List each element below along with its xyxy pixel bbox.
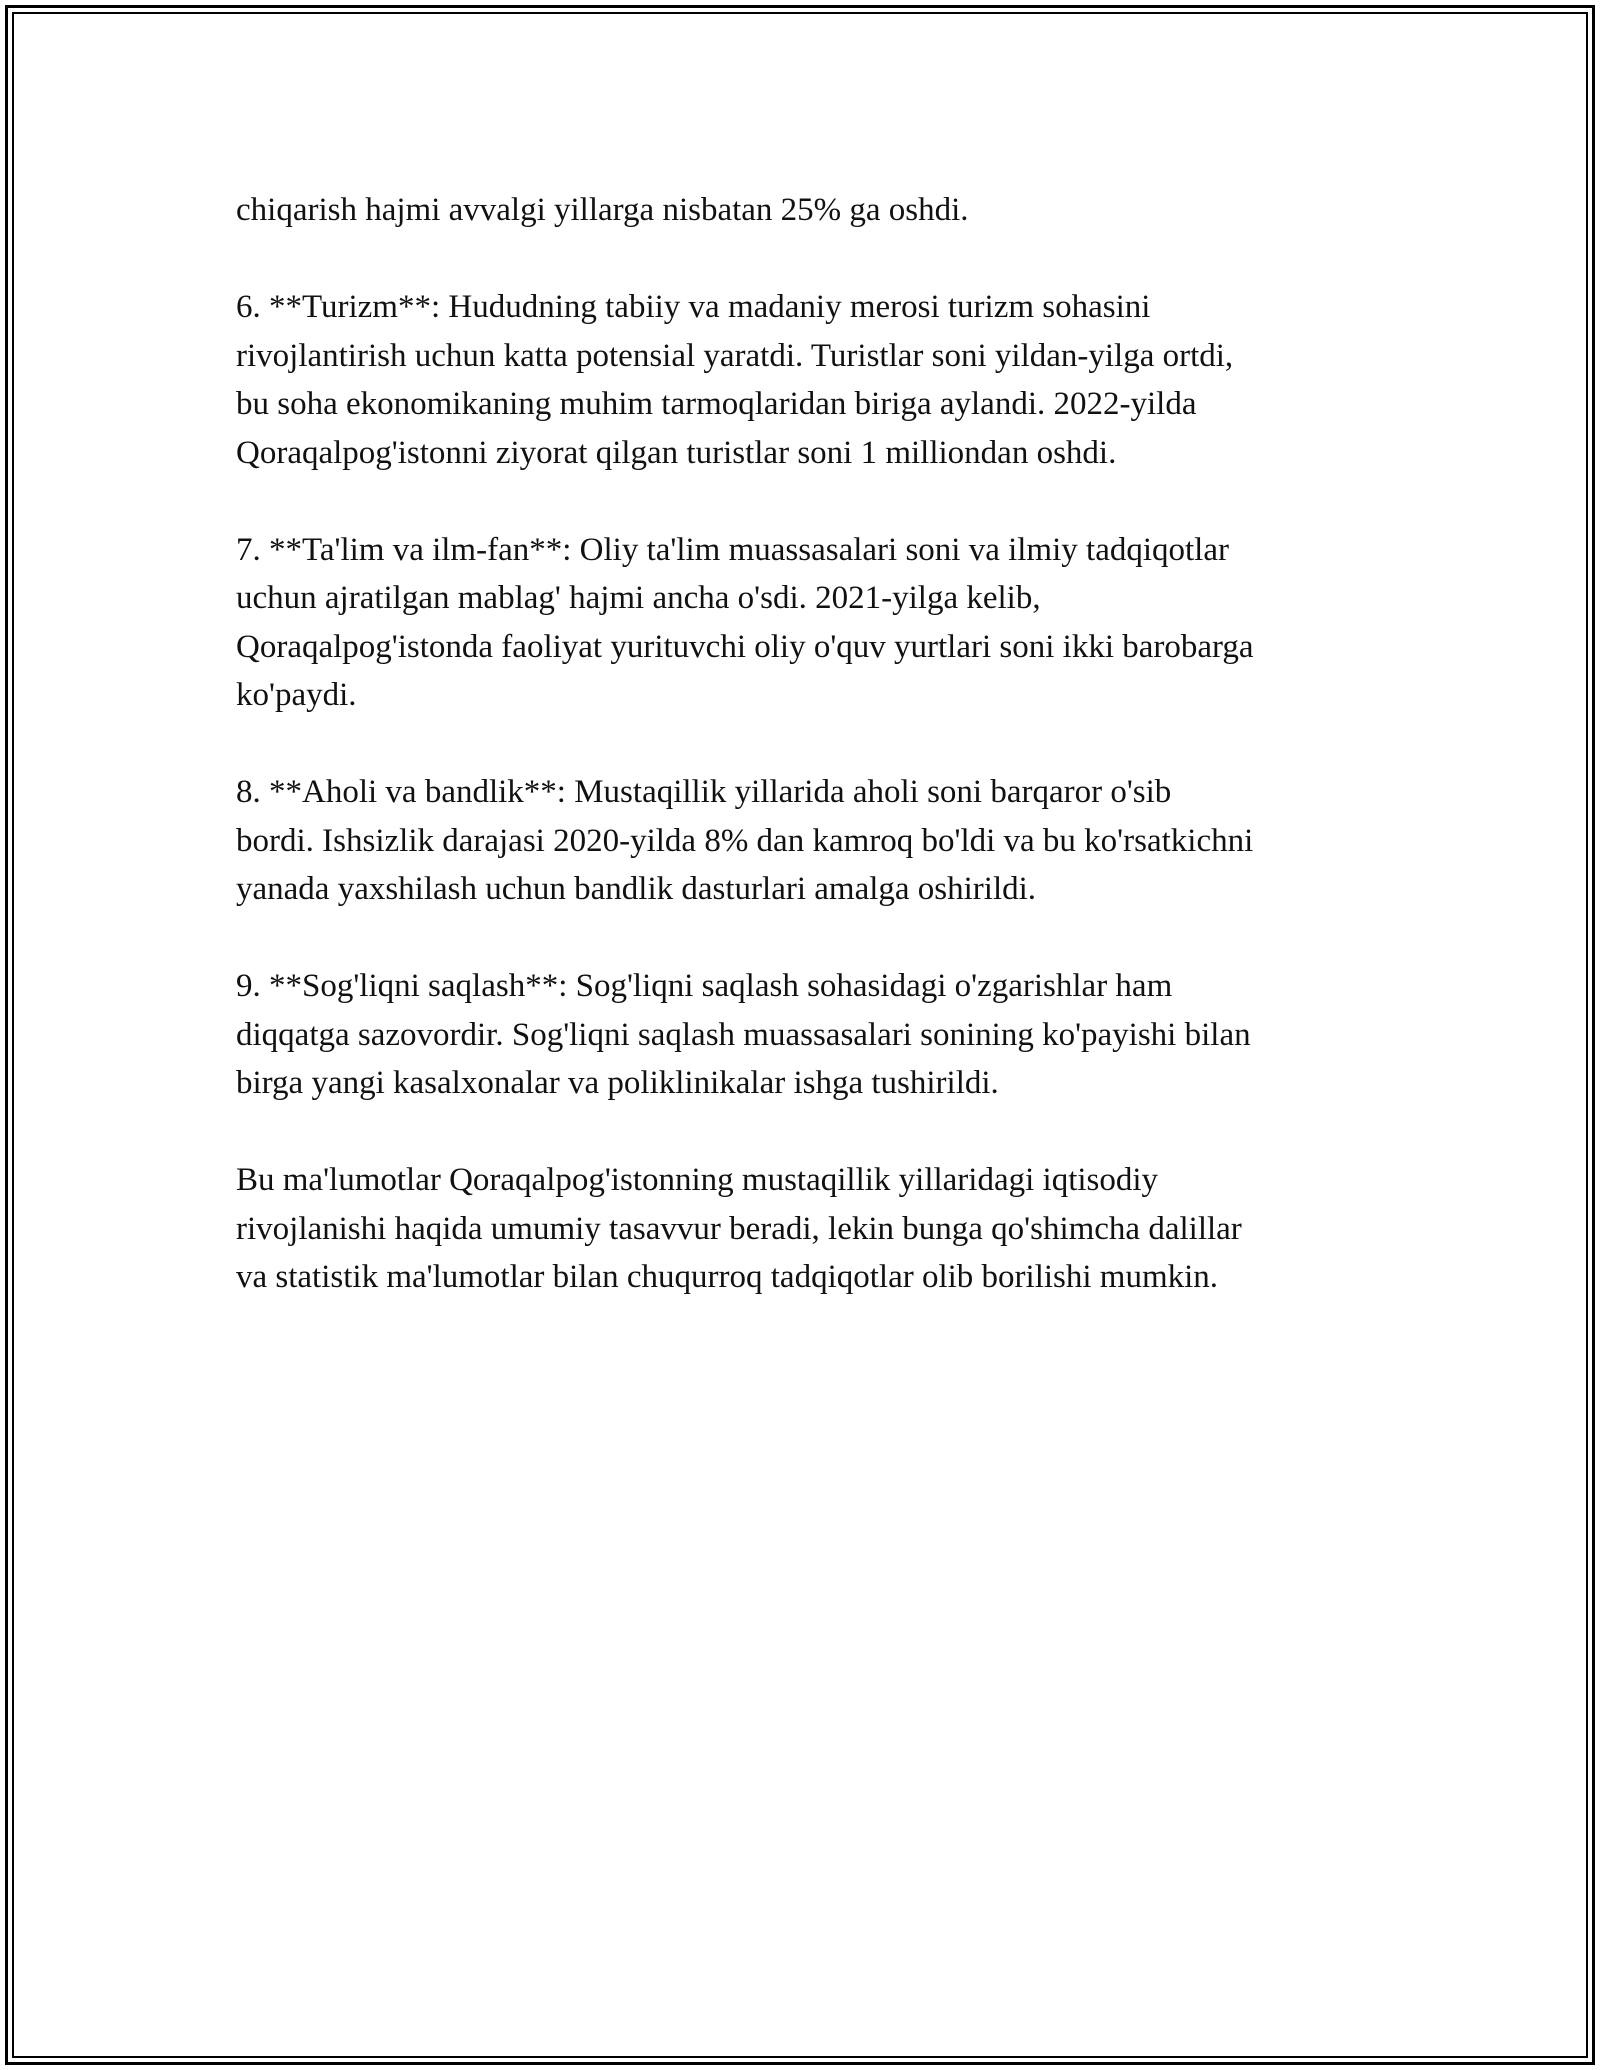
document-body (236, 186, 1416, 1350)
paragraph-production-continuation: chiqarish hajmi avvalgi yillarga nisbatan 25% ga oshdi. (236, 192, 969, 228)
paragraph-population-employment: 8. **Aholi va bandlik**: Mustaqillik yillarida aholi soni barqaror o'sib bordi. Ishsizlik darajasi 2020-yilda 8% dan kamroq bo'ldi va bu ko'rsatkichni yanada yaxshilash uchun bandlik dasturlari amalga oshirildi. (236, 774, 1254, 907)
paragraph-healthcare: 9. **Sog'liqni saqlash**: Sog'liqni saqlash sohasidagi o'zgarishlar ham diqqatga sazovordir. Sog'liqni saqlash muassasalari sonining ko'payishi bilan birga yangi kasalxonalar va poliklinikalar ishga tushirildi. (236, 968, 1251, 1101)
paragraph-conclusion: Bu ma'lumotlar Qoraqalpog'istonning mustaqillik yillaridagi iqtisodiy rivojlanishi haqida umumiy tasavvur beradi, lekin bunga qo'shimcha dalillar va statistik ma'lumotlar bilan chuqurroq tadqiqotlar olib borilishi mumkin. (236, 1162, 1242, 1295)
paragraph-education-science: 7. **Ta'lim va ilm-fan**: Oliy ta'lim muassasalari soni va ilmiy tadqiqotlar uchun ajratilgan mablag' hajmi ancha o'sdi. 2021-yilga kelib, Qoraqalpog'istonda faoliyat yurituvchi oliy o'quv yurtlari soni ikki barobarga ko'paydi. (236, 531, 1254, 713)
paragraph-tourism: 6. **Turizm**: Hududning tabiiy va madaniy merosi turizm sohasini rivojlantirish uchun katta potensial yaratdi. Turistlar soni yildan-yilga ortdi, bu soha ekonomikaning muhim tarmoqlaridan biriga aylandi. 2022-yilda Qoraqalpog'istonni ziyorat qilgan turistlar soni 1 milliondan oshdi. (236, 289, 1234, 471)
